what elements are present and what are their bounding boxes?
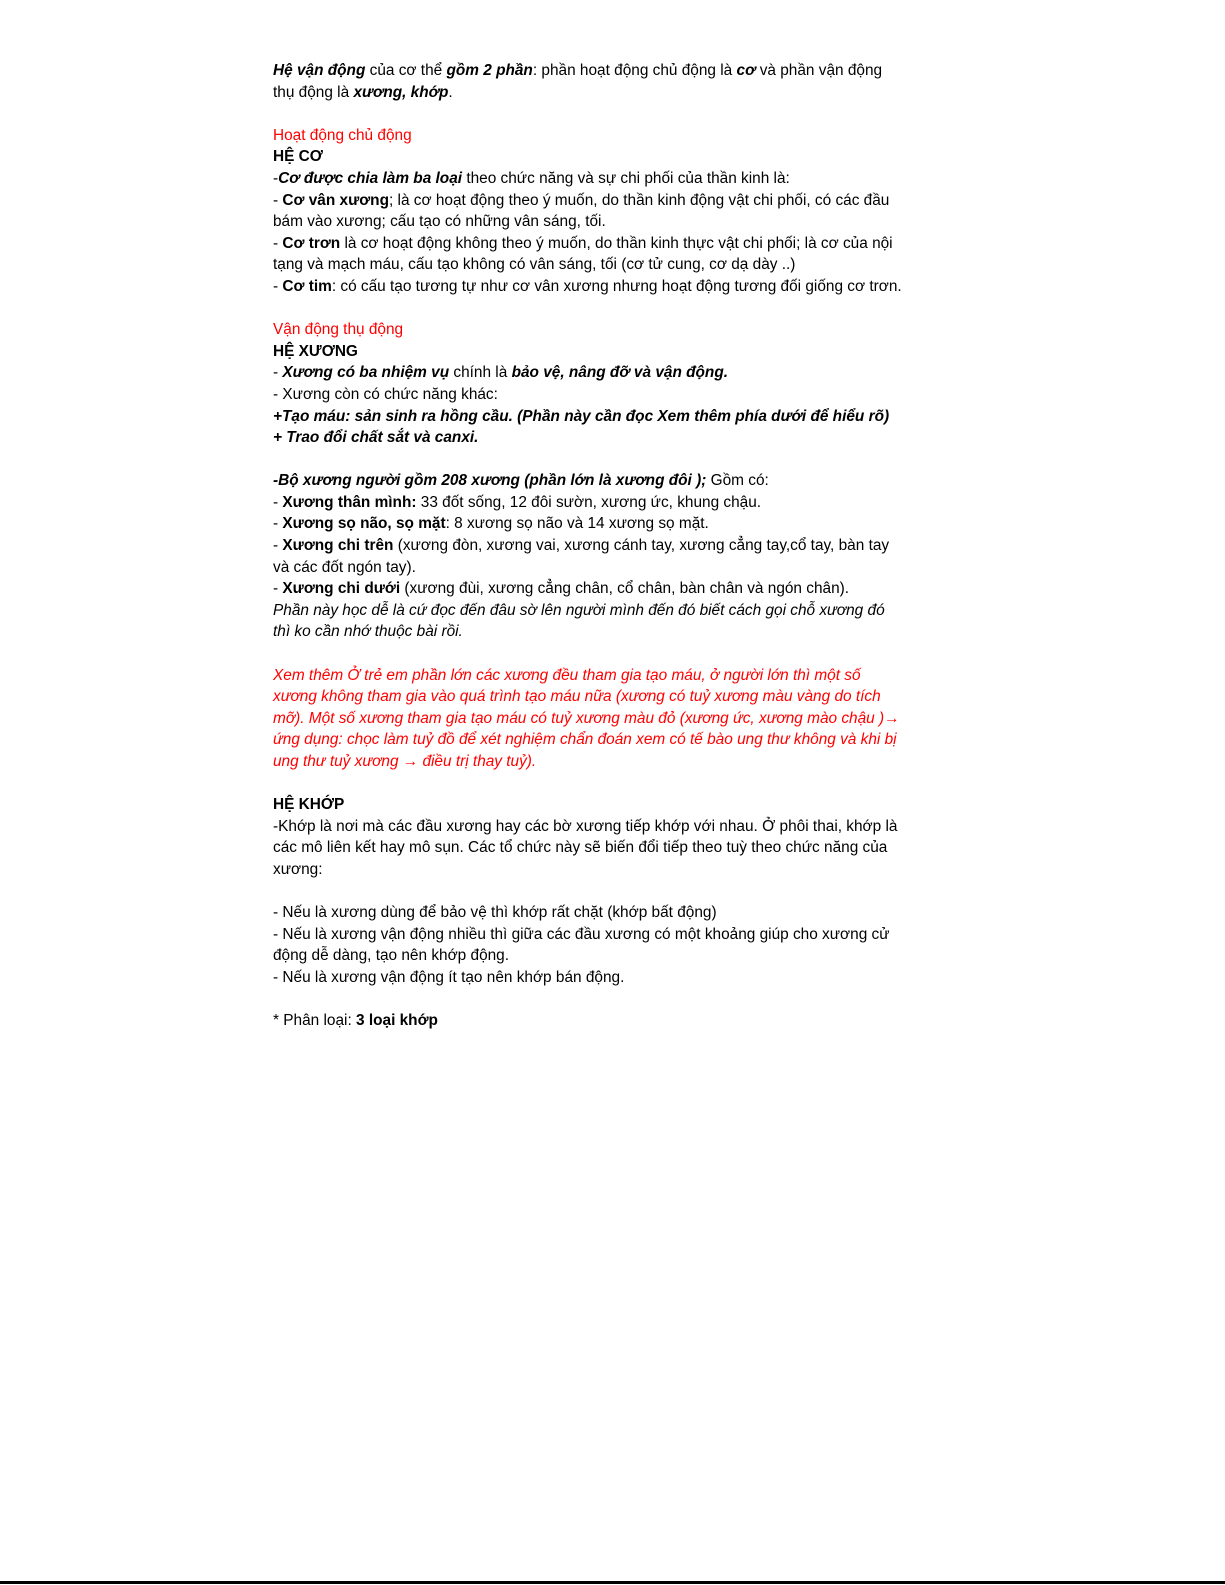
text-run: theo chức năng và sự chi phối của thần kinh là: bbox=[462, 169, 790, 187]
text-run: chính là bbox=[449, 364, 512, 382]
text-run: -Bộ xương người gồm 208 xương (phần lớn là xương đôi ); bbox=[273, 472, 707, 490]
bone-line-9: và các đốt ngón tay). bbox=[273, 558, 416, 576]
text-run: Cơ vân xương bbox=[282, 191, 389, 209]
joint-classify-value: 3 loại khớp bbox=[356, 1012, 438, 1030]
text-run: thụ động là bbox=[273, 83, 354, 101]
bone-note-line-1: Phần này học dễ là cứ đọc đến đâu sờ lên người mình đến đó biết cách gọi chỗ xương đó bbox=[273, 601, 885, 619]
section-title-joint: HỆ KHỚP bbox=[273, 796, 345, 814]
joint-classify bbox=[273, 1010, 953, 1032]
text-run: Xương sọ não, sọ mặt bbox=[282, 515, 446, 533]
text-run: : phần hoạt động chủ động là bbox=[532, 62, 737, 79]
text-run: . bbox=[448, 83, 453, 101]
bone-line-2: - Xương còn có chức năng khác: bbox=[273, 385, 498, 403]
text-run: xương, khớp bbox=[353, 83, 449, 101]
text-run: : có cấu tạo tương tự như cơ vân xương nhưng hoạt động tương đối giống cơ trơn. bbox=[331, 277, 902, 295]
joint-line-3: xương: bbox=[273, 860, 323, 878]
bone-line-3: +Tạo máu: sản sinh ra hồng cầu. (Phần này cần đọc Xem thêm phía dưới để hiểu rõ) bbox=[273, 407, 890, 425]
muscle-line-6 bbox=[273, 276, 953, 298]
text-run: Cơ được chia làm ba loại bbox=[278, 169, 463, 187]
text-run: bảo vệ, nâng đỡ và vận động. bbox=[511, 364, 729, 382]
text-run: Xương thân mình: bbox=[282, 493, 417, 511]
text-run: - bbox=[273, 364, 283, 382]
joint-classify-label: * Phân loại: bbox=[273, 1012, 356, 1030]
document-body bbox=[273, 60, 953, 1032]
spacer bbox=[273, 643, 953, 665]
bone-line-5 bbox=[273, 470, 953, 492]
bone-line-8 bbox=[273, 535, 953, 557]
text-run: Gồm có: bbox=[706, 472, 769, 490]
bone-line-7 bbox=[273, 513, 953, 535]
text-run: - bbox=[273, 515, 283, 533]
joint-line-6: động dễ dàng, tạo nên khớp động. bbox=[273, 947, 510, 965]
see-more-line-3: mỡ). Một số xương tham gia tạo máu có tuỷ xương màu đỏ (xương ức, xương mào chậu )→ bbox=[273, 709, 900, 727]
text-run: - bbox=[273, 580, 283, 598]
bone-line-10 bbox=[273, 578, 953, 600]
text-run: Xương có ba nhiệm vụ bbox=[282, 364, 450, 382]
text-run: (xương đòn, xương vai, xương cánh tay, xương cẳng tay,cổ tay, bàn tay bbox=[393, 537, 890, 555]
intro-line-1 bbox=[273, 60, 953, 82]
spacer bbox=[273, 103, 953, 125]
intro-line-2 bbox=[273, 82, 953, 104]
muscle-line-4 bbox=[273, 233, 953, 255]
see-more-line-1: Xem thêm Ở trẻ em phần lớn các xương đều tham gia tạo máu, ở người lớn thì một số bbox=[273, 666, 861, 684]
spacer bbox=[273, 298, 953, 320]
text-run: gồm 2 phần bbox=[446, 62, 533, 79]
text-run: - bbox=[273, 234, 283, 252]
text-run: Hệ vận động bbox=[273, 62, 366, 79]
text-run: Cơ trơn bbox=[282, 234, 341, 252]
section-heading-passive: Vận động thụ động bbox=[273, 321, 404, 339]
joint-line-1: -Khớp là nơi mà các đầu xương hay các bờ xương tiếp khớp với nhau. Ở phôi thai, khớp là bbox=[273, 817, 898, 835]
section-heading-active: Hoạt động chủ động bbox=[273, 126, 412, 144]
text-run: - bbox=[273, 277, 283, 295]
joint-line-5: - Nếu là xương vận động nhiều thì giữa các đầu xương có một khoảng giúp cho xương cử bbox=[273, 925, 890, 943]
text-run: - bbox=[273, 537, 283, 555]
spacer bbox=[273, 449, 953, 471]
joint-line-2: các mô liên kết hay mô sụn. Các tổ chức này sẽ biến đổi tiếp theo tuỳ theo chức năng của bbox=[273, 839, 888, 857]
bone-note-line-2: thì ko cần nhớ thuộc bài rồi. bbox=[273, 623, 463, 641]
text-run: - bbox=[273, 169, 279, 187]
text-run: (xương đùi, xương cẳng chân, cổ chân, bàn chân và ngón chân). bbox=[400, 580, 850, 598]
muscle-line-5: tạng và mạch máu, cấu tạo không có vân sáng, tối (cơ tử cung, cơ dạ dày ..) bbox=[273, 256, 796, 274]
text-run: của cơ thể bbox=[365, 62, 447, 79]
bone-line-1 bbox=[273, 362, 953, 384]
text-run: là cơ hoạt động không theo ý muốn, do thần kinh thực vật chi phối; là cơ của nội bbox=[340, 234, 893, 252]
text-run: cơ bbox=[736, 62, 756, 79]
spacer bbox=[273, 881, 953, 903]
text-run: : 8 xương sọ não và 14 xương sọ mặt. bbox=[445, 515, 709, 533]
joint-line-7: - Nếu là xương vận động ít tạo nên khớp bán động. bbox=[273, 968, 625, 986]
page-bottom-border bbox=[0, 1581, 1225, 1584]
bone-line-4: + Trao đổi chất sắt và canxi. bbox=[273, 429, 479, 447]
muscle-line-1 bbox=[273, 168, 953, 190]
joint-line-4: - Nếu là xương dùng để bảo vệ thì khớp rất chặt (khớp bất động) bbox=[273, 904, 717, 922]
text-run: Xương chi dưới bbox=[282, 580, 401, 598]
text-run: Xương chi trên bbox=[282, 537, 394, 555]
bone-line-6 bbox=[273, 492, 953, 514]
text-run: - bbox=[273, 191, 283, 209]
text-run: Cơ tim bbox=[282, 277, 332, 295]
see-more-line-4: ứng dụng: chọc làm tuỷ đồ để xét nghiệm chẩn đoán xem có tế bào ung thư không và khi bị bbox=[273, 731, 897, 749]
text-run: - bbox=[273, 493, 283, 511]
see-more-line-2: xương không tham gia vào quá trình tạo máu nữa (xương có tuỷ xương màu vàng do tích bbox=[273, 688, 881, 706]
section-title-muscle: HỆ CƠ bbox=[273, 148, 323, 166]
muscle-line-3: bám vào xương; cấu tạo có những vân sáng, tối. bbox=[273, 213, 606, 231]
muscle-line-2 bbox=[273, 190, 953, 212]
text-run: ; là cơ hoạt động theo ý muốn, do thần kinh động vật chi phối, có các đầu bbox=[388, 191, 890, 209]
spacer bbox=[273, 989, 953, 1011]
text-run: 33 đốt sống, 12 đôi sườn, xương ức, khung chậu. bbox=[416, 493, 762, 511]
section-title-bone: HỆ XƯƠNG bbox=[273, 342, 358, 360]
text-run: và phần vận động bbox=[755, 62, 883, 79]
see-more-line-5: ung thư tuỷ xương → điều trị thay tuỷ). bbox=[273, 753, 537, 770]
spacer bbox=[273, 773, 953, 795]
